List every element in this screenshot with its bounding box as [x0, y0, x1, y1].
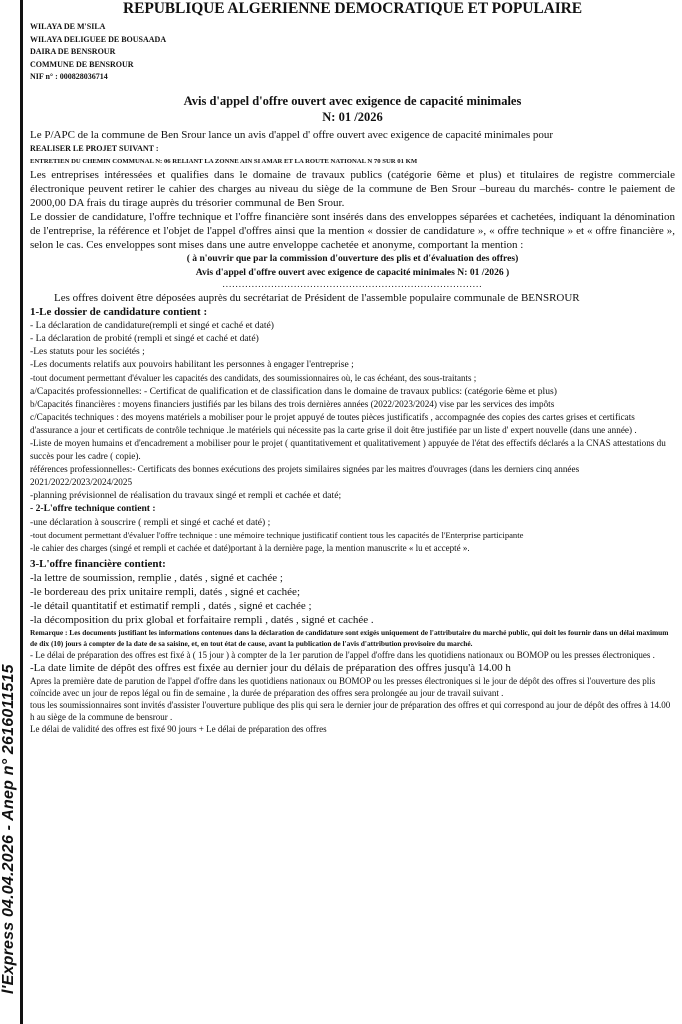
admin-line-commune: COMMUNE DE BENSROUR — [30, 59, 134, 69]
project-description: ENTRETIEN DU CHEMIN COMMUNAL N: 06 RELIANT LA ZONNE AIN SI AMAR ET LA ROUTE NATIONAL N 70 SUR 01 KM — [30, 157, 418, 165]
list-item: -le cahier des charges (singé et rempli et cachée et daté)portant à la dernière page, la mention manuscrite « lu et accepté ». — [30, 542, 470, 553]
list-item: - La déclaration de candidature(rempli et singé et caché et daté) — [30, 320, 274, 332]
list-item: références professionnelles:- Certificats des bonnes exécutions des projets similaires signées par les maitres d'ouvrages (dans les derniers cinq années 2021/2022/2023/2024/2025 — [30, 464, 580, 488]
paragraph-dossier: Le dossier de candidature, l'offre technique et l'offre financière sont insérés dans des enveloppes séparées et cachetées, indiquant la dénomination de l'entreprise, la référence et l'objet de l'appel d'offres ainsi que la mention « dossier de candidature », « offre technique » et « offre financière », selon le cas. Ces enveloppes sont mises dans une autre enveloppe cachetée et anonyme, comportant la mention : — [30, 211, 675, 252]
list-item: -la lettre de soumission, remplie , datés , signé et cachée ; — [30, 571, 283, 584]
paragraph-entreprises: Les entreprises intéressées et qualifies dans le domaine de travaux publics (catégorie 6ème et plus) et titulaires de registre commerciale électronique peuvent retirer le cahier des charges au niveau du siège de la commune de Ben Srour –bureau du marchés- contre le paiement de 2000,00 DA frais du tirage auprès du trésorier communal de Ben Srour. — [30, 169, 675, 210]
section3-title: 3-L'offre financière contient: — [30, 557, 166, 570]
admin-block — [30, 21, 675, 84]
notice-number: N: 01 /2026 — [322, 109, 383, 124]
admin-line-daira: DAIRA DE BENSROUR — [30, 47, 116, 56]
deposit-paragraph: Les offres doivent être déposées auprès du secrétariat de Président de l'assemble populaire communale de BENSROUR — [54, 292, 580, 305]
list-item: -Les statuts pour les sociétés ; — [30, 346, 145, 358]
list-item: -le bordereau des prix unitaire rempli, datés , signé et cachée; — [30, 585, 300, 598]
sidebar-strip — [0, 0, 23, 1024]
list-item: b/Capacités financières : moyens financiers justifiés par les bilans des trois dernières années (2022/2023/2024) vise par les services des impôts — [30, 398, 555, 409]
list-item: -Liste de moyen humains et d'encadrement a mobiliser pour le projet ( quantitativement et qualitativement ) appuyée de l'état des effectifs déclarés a la CNAS attestations du succès pour les cadre ( copie). — [30, 437, 666, 462]
list-item: a/Capacités professionnelles: - Certificat de qualification et de classification dans le domaine de travaux publics: (catégorie 6ème et plus) — [30, 385, 557, 397]
list-item: -tout document permettant d'évaluer les capacités des candidats, des soumissionnaires où, le cas échéant, des sous-traitants ; — [30, 372, 477, 383]
admin-line-wilaya: WILAYA DE M'SILA — [30, 22, 106, 31]
list-item: -planning prévisionnel de réalisation du travaux singé et rempli et cachée et daté; — [30, 490, 342, 502]
remarque-paragraph: Remarque : Les documents justifiant les informations contenues dans la déclaration de candidature sont exigés uniquement de l'attributaire du marché public, qui doit les fournir dans un délai maximum de dix (10) jours à compter de la date de sa saisine, et, en tout état de cause, avant la publication de l'avis d'attribution provisoire du marché. — [30, 627, 669, 648]
country-header: REPUBLIQUE ALGERIENNE DEMOCRATIQUE ET POPULAIRE — [123, 0, 582, 17]
intro-paragraph: Le P/APC de la commune de Ben Srour lance un avis d'appel d' offre ouvert avec exigence de capacité minimales pour — [30, 128, 554, 141]
dotted-separator: ................................................................................ — [222, 279, 483, 290]
admin-line-wilaya-deleguee: WILAYA DELIGUEE DE BOUSAADA — [30, 34, 167, 44]
validite-offres: Le délai de validité des offres est fixé 90 jours + Le délai de préparation des offres — [30, 723, 327, 734]
section1-title: 1-Le dossier de candidature contient : — [30, 306, 208, 319]
list-item: -une déclaration à souscrire ( rempli et singé et caché et daté) ; — [30, 516, 271, 528]
project-label: REALISER LE PROJET SUIVANT : — [30, 143, 159, 153]
parution-paragraph: Apres la première date de parution de l'appel d'offre dans les quotidiens nationaux ou BOMOP ou les presses électroniques si le jour de dépôt des offres si l'ouverture des plis coïncide avec un jour de repos légal ou fin de semaine , la durée de préparation des offres sera prolongée au jour de travail suivant . — [30, 675, 656, 698]
mention-line-2: Avis d'appel d'offre ouvert avec exigence de capacité minimales N: 01 /2026 ) — [195, 266, 510, 278]
notice-title: Avis d'appel d'offre ouvert avec exigence de capacité minimales — [183, 93, 522, 108]
list-item: -le détail quantitatif et estimatif rempli , datés , signé et cachée ; — [30, 599, 312, 612]
section2-title: - 2-L'offre technique contient : — [30, 503, 156, 515]
mention-line-1: ( à n'ouvrir que par la commission d'ouverture des plis et d'évaluation des offres) — [186, 253, 519, 265]
list-item: - La déclaration de probité (rempli et singé et caché et daté) — [30, 333, 259, 345]
publication-stamp: l'Express 04.04.2026 - Anep n° 2616011515 — [0, 664, 17, 994]
list-item: c/Capacités techniques : des moyens matériels a mobiliser pour le projet appuyé de toutes pièces justificatifs , accompagnée des copies des cartes grises et certificats d'assurance a jour et certificats de contrôle technique .le matériels qui nécessite pas la carte grise il doit être justifiée par un liste d' expert nouvelle (dans une année) . — [30, 411, 637, 435]
list-item: -tout document permettant d'évaluer l'offre technique : une mémoire technique justificatif contient tous les capacités de l'Enterprise participante — [30, 529, 524, 540]
invites-paragraph: tous les soumissionnaires sont invités d'assister l'ouverture publique des plis qui sera le dernier jour de préparation des offres et qui correspond au jour de dépôt des offres à 14.00 h au siège de la commune de bensrour . — [30, 699, 671, 722]
section1-list — [30, 319, 675, 502]
date-limite: -La date limite de dépôt des offres est fixée au dernier jour du délais de préparation des offres jusqu'à 14.00 h — [30, 661, 511, 674]
notice-page — [30, 0, 675, 1024]
list-item: -Les documents relatifs aux pouvoirs habilitant les personnes à engager l'entreprise ; — [30, 359, 354, 371]
section2-list — [30, 516, 675, 555]
section3-list — [30, 571, 675, 627]
delai-preparation: - Le délai de préparation des offres est fixé à ( 15 jour ) à compter de la 1er parution de l'appel d'offre dans les quotidiens nationaux ou BOMOP ou les presses électroniques . — [30, 649, 655, 660]
admin-line-nif: NIF n° : 000828036714 — [30, 72, 108, 81]
list-item: -la décomposition du prix global et forfaitaire rempli , datés , signé et cachée . — [30, 613, 374, 626]
